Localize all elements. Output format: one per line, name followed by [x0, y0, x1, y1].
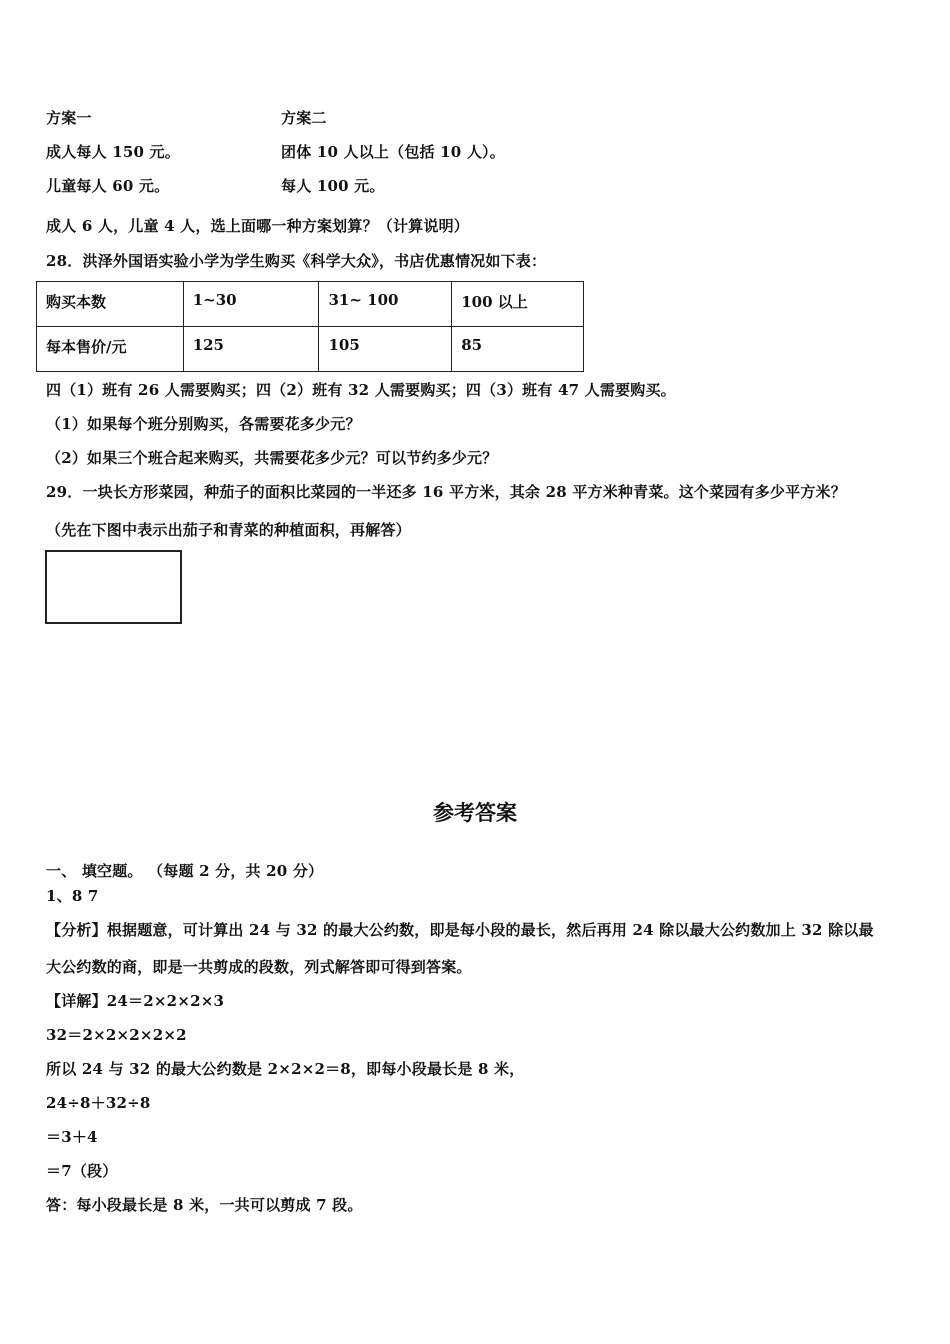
detail-line3: 所以 24 与 32 的最大公约数是 2×2×2＝8，即每小段最长是 8 米，: [46, 1060, 525, 1078]
table-cell: 85: [452, 327, 584, 372]
q28-sub2: （2）如果三个班合起来购买，共需要花多少元？可以节约多少元？: [46, 449, 498, 467]
plan2-line2: 每人 100 元。: [281, 177, 385, 195]
q29-title: 29．一块长方形菜园，种茄子的面积比菜园的一半还多 16 平方米，其余 28 平方米种青菜。这个菜园有多少平方米？: [46, 483, 846, 501]
plans-question: 成人 6 人，儿童 4 人，选上面哪一种方案划算？（计算说明）: [46, 217, 469, 235]
price-table: [36, 281, 584, 372]
plan1-line2: 儿童每人 60 元。: [46, 177, 170, 195]
table-row: [37, 327, 584, 372]
plan2-title: 方案二: [281, 109, 327, 127]
garden-rectangle: [45, 550, 182, 624]
q28-info: 四（1）班有 26 人需要购买；四（2）班有 32 人需要购买；四（3）班有 47 人需要购买。: [46, 381, 676, 399]
table-cell: 105: [319, 327, 452, 372]
table-cell: 31~ 100: [319, 282, 452, 327]
analysis-line2: 大公约数的商，即是一共剪成的段数，列式解答即可得到答案。: [46, 958, 472, 976]
detail-line5: ＝3＋4: [46, 1128, 98, 1146]
q29-note: （先在下图中表示出茄子和青菜的种植面积，再解答）: [46, 521, 411, 539]
table-cell: 每本售价/元: [37, 327, 184, 372]
table-row: [37, 282, 584, 327]
plan1-title: 方案一: [46, 109, 92, 127]
detail-line4: 24÷8＋32÷8: [46, 1094, 151, 1112]
q28-sub1: （1）如果每个班分别购买，各需要花多少元？: [46, 415, 361, 433]
analysis-line1: 【分析】根据题意，可计算出 24 与 32 的最大公约数，即是每小段的最长，然后再用 24 除以最大公约数加上 32 除以最: [46, 921, 874, 939]
answer-item1: 1、8 7: [46, 887, 99, 905]
final-answer: 答：每小段最长是 8 米，一共可以剪成 7 段。: [46, 1196, 363, 1214]
table-cell: 100 以上: [452, 282, 584, 327]
table-cell: 购买本数: [37, 282, 184, 327]
detail-line6: ＝7（段）: [46, 1162, 118, 1180]
table-cell: 1~30: [183, 282, 319, 327]
plan1-line1: 成人每人 150 元。: [46, 143, 180, 161]
detail-line2: 32＝2×2×2×2×2: [46, 1026, 187, 1044]
q28-title: 28．洪泽外国语实验小学为学生购买《科学大众》，书店优惠情况如下表：: [46, 252, 547, 270]
detail-line1: 【详解】24＝2×2×2×3: [46, 992, 225, 1010]
answers-heading: 参考答案: [433, 801, 517, 825]
plan2-line1: 团体 10 人以上（包括 10 人）。: [281, 143, 505, 161]
answers-section: 一、 填空题。 （每题 2 分，共 20 分）: [46, 862, 324, 880]
table-cell: 125: [183, 327, 319, 372]
